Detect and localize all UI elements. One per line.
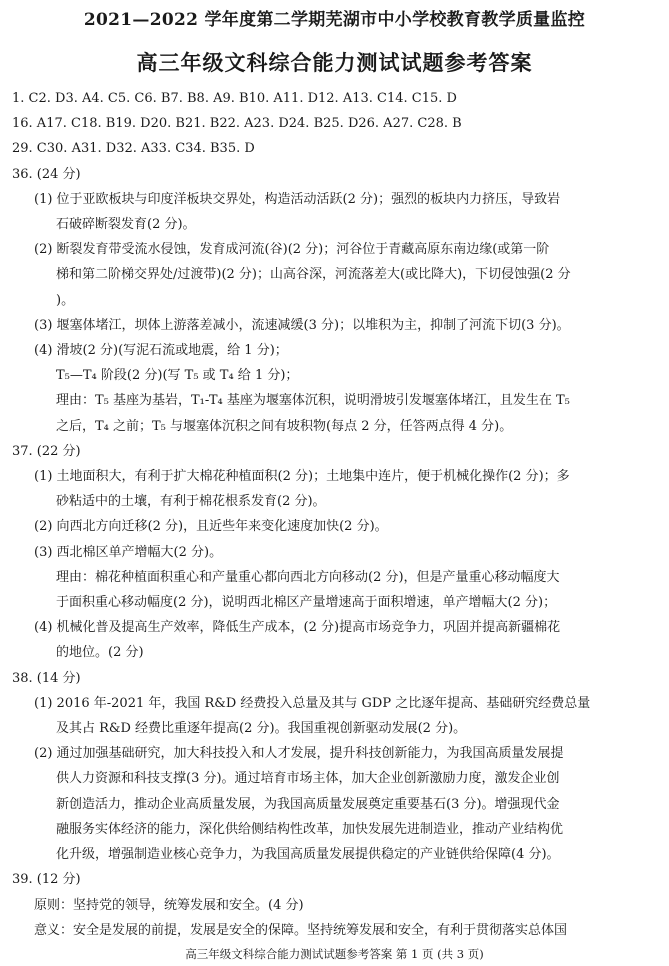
answer-line: (4) 机械化普及提高生产效率，降低生产成本，(2 分)提高市场竞争力，巩固并提高新疆棉花	[34, 620, 561, 636]
choice-answer: 32. A	[116, 141, 151, 157]
question-39	[12, 867, 657, 943]
answer-line: 砂粘适中的土壤，有利于棉花根系发育(2 分)。	[56, 494, 326, 510]
choice-answer: 30. A	[46, 141, 81, 157]
answer-line: 之后，T₄ 之前；T₅ 与堰塞体沉积之间有坡积物(每点 2 分，任答两点得 4 分)。	[56, 418, 513, 434]
answer-line: 原则：坚持党的领导，统筹发展和安全。(4 分)	[34, 897, 304, 913]
choice-answer: 18. B	[80, 116, 116, 132]
choice-answer: 10. A	[248, 91, 283, 106]
choice-row	[12, 136, 657, 161]
answer-line: T₅—T₄ 阶段(2 分)(写 T₅ 或 T₄ 给 1 分)；	[56, 368, 299, 384]
question-heading: 38. (14 分)	[12, 670, 81, 686]
choice-answer: 4. C	[91, 91, 118, 106]
choice-answer: 2. D	[38, 91, 66, 106]
question-38	[12, 666, 657, 868]
choice-answer: 17. C	[46, 116, 81, 132]
page-footer: 高三年级文科综合能力测试试题参考答案 第 1 页 (共 3 页)	[185, 947, 484, 961]
answer-line: 供人力资源和科技支撑(3 分)。通过培育市场主体，加大企业创新激励力度，激发企业创	[56, 771, 560, 787]
answer-line: (1) 2016 年-2021 年，我国 R&D 经费投入总量及其与 GDP 之比逐年提高、基础研究经费总量	[34, 695, 591, 711]
choice-answer: 9. B	[222, 91, 249, 106]
choice-answer: 1. C	[12, 91, 39, 106]
answer-line: 意义：安全是发展的前提，发展是安全的保障。坚持统筹发展和安全，有利于贯彻落实总体国	[34, 922, 568, 938]
answer-line: 理由：棉花种植面积重心和产量重心都向西北方向移动(2 分)，但是产量重心移动幅度大	[56, 569, 560, 585]
page-title: 高三年级文科综合能力测试试题参考答案	[136, 51, 533, 75]
answer-line: 梯和第二阶梯交界处/过渡带)(2 分)；山高谷深，河流落差大(或比降大)，下切侵蚀强(2 分	[56, 267, 571, 283]
answer-line: 理由：T₅ 基座为基岩，T₁-T₄ 基座为堰塞体沉积，说明滑坡引发堰塞体堵江，且发生在 T₅	[56, 393, 570, 409]
question-37	[12, 439, 657, 666]
choice-answer: 13. C	[352, 91, 387, 106]
choice-answer: 14. C	[386, 91, 422, 106]
choice-answer: 26. A	[358, 116, 393, 132]
choice-answer: 28. B	[427, 116, 462, 132]
choice-answer: 8. A	[196, 91, 223, 106]
choice-answer: 24. B	[288, 116, 324, 132]
choice-answer: 20. B	[150, 116, 185, 132]
choice-row	[12, 86, 657, 111]
choice-answer: 5. C	[117, 91, 145, 106]
answer-line: 及其占 R&D 经费比重逐年提高(2 分)。我国重视创新驱动发展(2 分)。	[56, 721, 467, 737]
answer-line: (2) 断裂发育带受流水侵蚀，发育成河流(谷)(2 分)；河谷位于青藏高原东南边缘(或第一阶	[34, 242, 550, 258]
answer-line: (3) 堰塞体堵江，坝体上游落差减小，流速减缓(3 分)；以堆积为主，抑制了河流下切(3 分)。	[34, 317, 570, 333]
answer-line: )。	[56, 292, 75, 308]
question-36	[12, 162, 657, 439]
answer-line: 于面积重心移动幅度(2 分)，说明西北棉区产量增速高于面积增速，单产增幅大(2 分)；	[56, 595, 557, 611]
choice-answer: 6. B	[144, 91, 171, 106]
choice-row	[12, 111, 657, 136]
answer-line: 新创造活力，推动企业高质量发展，为我国高质量发展奠定重要基石(3 分)。增强现代金	[56, 796, 560, 812]
choice-answer: 16. A	[12, 116, 47, 132]
choice-answer: 21. B	[184, 116, 220, 132]
answer-line: (1) 位于亚欧板块与印度洋板块交界处，构造活动活跃(2 分)；强烈的板块内力挤压，导致岩	[34, 191, 561, 207]
choice-answer: 25. D	[323, 116, 359, 132]
choice-answers	[12, 86, 657, 162]
choice-answer: 22. A	[219, 116, 254, 132]
choice-answer: 19. D	[115, 116, 151, 132]
answer-line: 融服务实体经济的能力，深化供给侧结构性改革，加快发展先进制造业，推动产业结构优	[56, 821, 564, 837]
answer-line: (3) 西北棉区单产增幅大(2 分)。	[34, 544, 223, 560]
exam-header: 2021—2022 学年度第二学期芜湖市中小学校教育教学质量监控	[83, 10, 586, 30]
answer-line: (1) 土地面积大，有利于扩大棉花种植面积(2 分)；土地集中连片，便于机械化操作(2 分)；多	[34, 469, 570, 485]
answer-line: (2) 通过加强基础研究，加大科技投入和人才发展，提升科技创新能力，为我国高质量发展提	[34, 746, 564, 762]
choice-answer: 33. C	[150, 141, 186, 157]
choice-answer: 27. C	[392, 116, 428, 132]
choice-answer: 3. A	[65, 91, 92, 106]
answer-line: 的地位。(2 分)	[56, 645, 144, 661]
choice-answer: 7. B	[170, 91, 197, 106]
choice-answer: 23. D	[253, 116, 289, 132]
question-heading: 37. (22 分)	[12, 443, 81, 459]
choice-answer: 15. D	[421, 91, 457, 106]
answer-line: 石破碎断裂发育(2 分)。	[56, 217, 196, 233]
answer-line: 化升级，增强制造业核心竞争力，为我国高质量发展提供稳定的产业链供给保障(4 分)。	[56, 847, 560, 863]
choice-answer: 29. C	[12, 141, 47, 157]
choice-answer: 34. B	[185, 141, 220, 157]
question-heading: 36. (24 分)	[12, 166, 81, 182]
question-heading: 39. (12 分)	[12, 872, 81, 888]
choice-answer: 31. D	[80, 141, 117, 157]
answer-line: (2) 向西北方向迁移(2 分)，且近些年来变化速度加快(2 分)。	[34, 519, 388, 535]
choice-answer: 35. D	[219, 141, 255, 157]
choice-answer: 12. A	[318, 91, 353, 106]
choice-answer: 11. D	[282, 91, 319, 106]
answer-line: (4) 滑坡(2 分)(写泥石流或地震，给 1 分)；	[34, 343, 288, 359]
